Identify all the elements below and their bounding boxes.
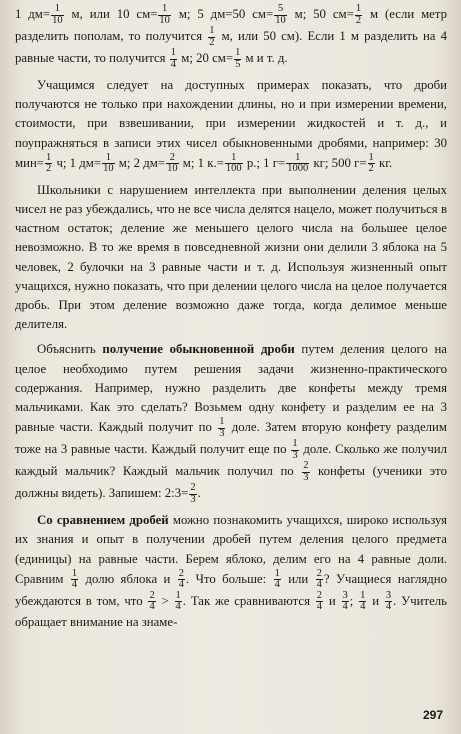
fraction: $\frac{1}{4}$ xyxy=(170,47,177,70)
bold-term: Со сравнением дробей xyxy=(37,513,169,528)
fraction: $\frac{1}{2}$ xyxy=(209,25,215,48)
text: м (если метр разделить пополам, то получится xyxy=(15,6,448,43)
fraction: $\frac{3}{4}$ xyxy=(385,589,392,613)
fraction: $\frac{2}{10}$ xyxy=(167,151,178,175)
page-text xyxy=(15,4,447,632)
text: ? Учащиеся наглядно убеждаются в том, что xyxy=(15,571,447,608)
text: конфеты (ученики это должны видеть). Запишем: 2:3= xyxy=(15,464,447,501)
fraction: $\frac{1}{10}$ xyxy=(159,3,170,26)
fraction: $\frac{1}{2}$ xyxy=(368,151,374,175)
text: доле. Затем вторую конфету разделим тоже на 3 равные части. Каждый получит еще по xyxy=(15,420,447,457)
fraction: $\frac{5}{10}$ xyxy=(275,3,286,26)
text: Объяснить xyxy=(37,342,103,357)
text: м; 20 см= xyxy=(178,50,234,65)
text: и xyxy=(324,593,341,608)
fraction: $\frac{2}{4}$ xyxy=(149,589,155,613)
text: . xyxy=(197,486,201,501)
text: доле. Сколько же получил каждый мальчик? Каждый мальчик получил по xyxy=(15,442,447,479)
paragraph-division-remainder: Школьники с нарушением интеллекта при выполнении деления целых чисел не раз убеждались, что не все числа делятся нацело, может получиться в частном остаток; деление же меньшего целого числа на большее целое невозможно. В то же время в повседневной жизни они делили 3 яблока на 5 человек, 2 булочки на 3 равные части и т. д. Используя жизненный опыт учащихся, нужно показать, что при делении целого числа на целое получается дробь. При этом деление возможно даже тогда, когда делимое меньше делителя. xyxy=(15,182,447,332)
text: . Что больше: xyxy=(186,571,273,586)
fraction: $\frac{1}{4}$ xyxy=(175,589,181,613)
fraction: $\frac{2}{4}$ xyxy=(316,589,323,613)
text: . Так же сравниваются xyxy=(182,593,315,608)
text: ч; 1 дм= xyxy=(53,155,102,170)
text: м; 2 дм= xyxy=(115,155,166,170)
text: или xyxy=(281,571,315,586)
bold-term: получение обыкновенной дроби xyxy=(102,342,295,357)
fraction: $\frac{2}{4}$ xyxy=(178,567,184,591)
text: > xyxy=(156,593,174,608)
fraction: $\frac{1}{100}$ xyxy=(225,151,242,175)
text: м; 5 дм=50 см= xyxy=(171,6,274,21)
text: кг. xyxy=(375,155,393,170)
fraction: $\frac{2}{3}$ xyxy=(190,482,196,505)
text: м; 50 см= xyxy=(287,6,354,21)
text: м, или 10 см= xyxy=(64,6,158,21)
text: ; xyxy=(349,593,359,608)
text: можно познакомить учащихся, широко используя их знания и опыт в получении дробей путем деления целого предмета (единицы) на равные части. Берем яблоко, делим его на 4 равные доли. Сравним xyxy=(15,513,447,586)
fraction: $\frac{1}{4}$ xyxy=(274,567,280,591)
paragraph-units-fractions xyxy=(15,4,447,70)
paragraph-comparing-fractions xyxy=(15,511,447,632)
text: долю яблока и xyxy=(79,571,177,586)
paragraph-obtaining-fraction xyxy=(15,340,447,505)
fraction: $\frac{1}{1000}$ xyxy=(287,151,309,175)
fraction: $\frac{1}{3}$ xyxy=(219,416,225,439)
text: м, или 50 см). Если 1 м разделить на 4 равные части, то получится xyxy=(15,28,447,65)
text: и xyxy=(367,593,384,608)
text: Учащимся следует на доступных примерах показать, что дроби получаются не только при нахождении длины, но и при измерении времени, стоимости, при взвешивании, при измерении жидкостей и т. д., и поупражняться в записи этих чисел обыкновенными дробями, например: 30 мин= xyxy=(15,78,447,170)
fraction: $\frac{1}{5}$ xyxy=(235,47,241,70)
fraction: $\frac{1}{4}$ xyxy=(360,589,366,613)
fraction: $\frac{2}{3}$ xyxy=(303,460,309,483)
text: путем деления целого на целое необходимо путем решения задачи жизненно-практического содержания. Например, нужно разделить две конфеты между тремя мальчиками. Как это сделать? Возьмем одну конфету и разделим ее на 3 равные части. Каждый получит по xyxy=(15,342,447,435)
text: кг; 500 г= xyxy=(310,155,367,170)
fraction: $\frac{3}{4}$ xyxy=(342,589,348,613)
fraction: $\frac{1}{4}$ xyxy=(71,567,78,591)
fraction: $\frac{2}{4}$ xyxy=(316,567,322,591)
fraction: $\frac{1}{2}$ xyxy=(355,3,362,26)
text: . Учитель обращает внимание на знаме- xyxy=(15,593,447,629)
text: м и т. д. xyxy=(242,50,288,65)
fraction: $\frac{1}{10}$ xyxy=(103,151,114,175)
text: м; 1 к.= xyxy=(179,155,224,170)
page-number: 297 xyxy=(422,708,443,722)
fraction: $\frac{1}{10}$ xyxy=(52,3,63,26)
text: р.; 1 г= xyxy=(243,155,286,170)
fraction: $\frac{1}{2}$ xyxy=(46,151,52,175)
paragraph-measurement-fractions xyxy=(15,76,447,175)
text: 1 дм= xyxy=(15,6,51,21)
fraction: $\frac{1}{3}$ xyxy=(292,438,298,461)
